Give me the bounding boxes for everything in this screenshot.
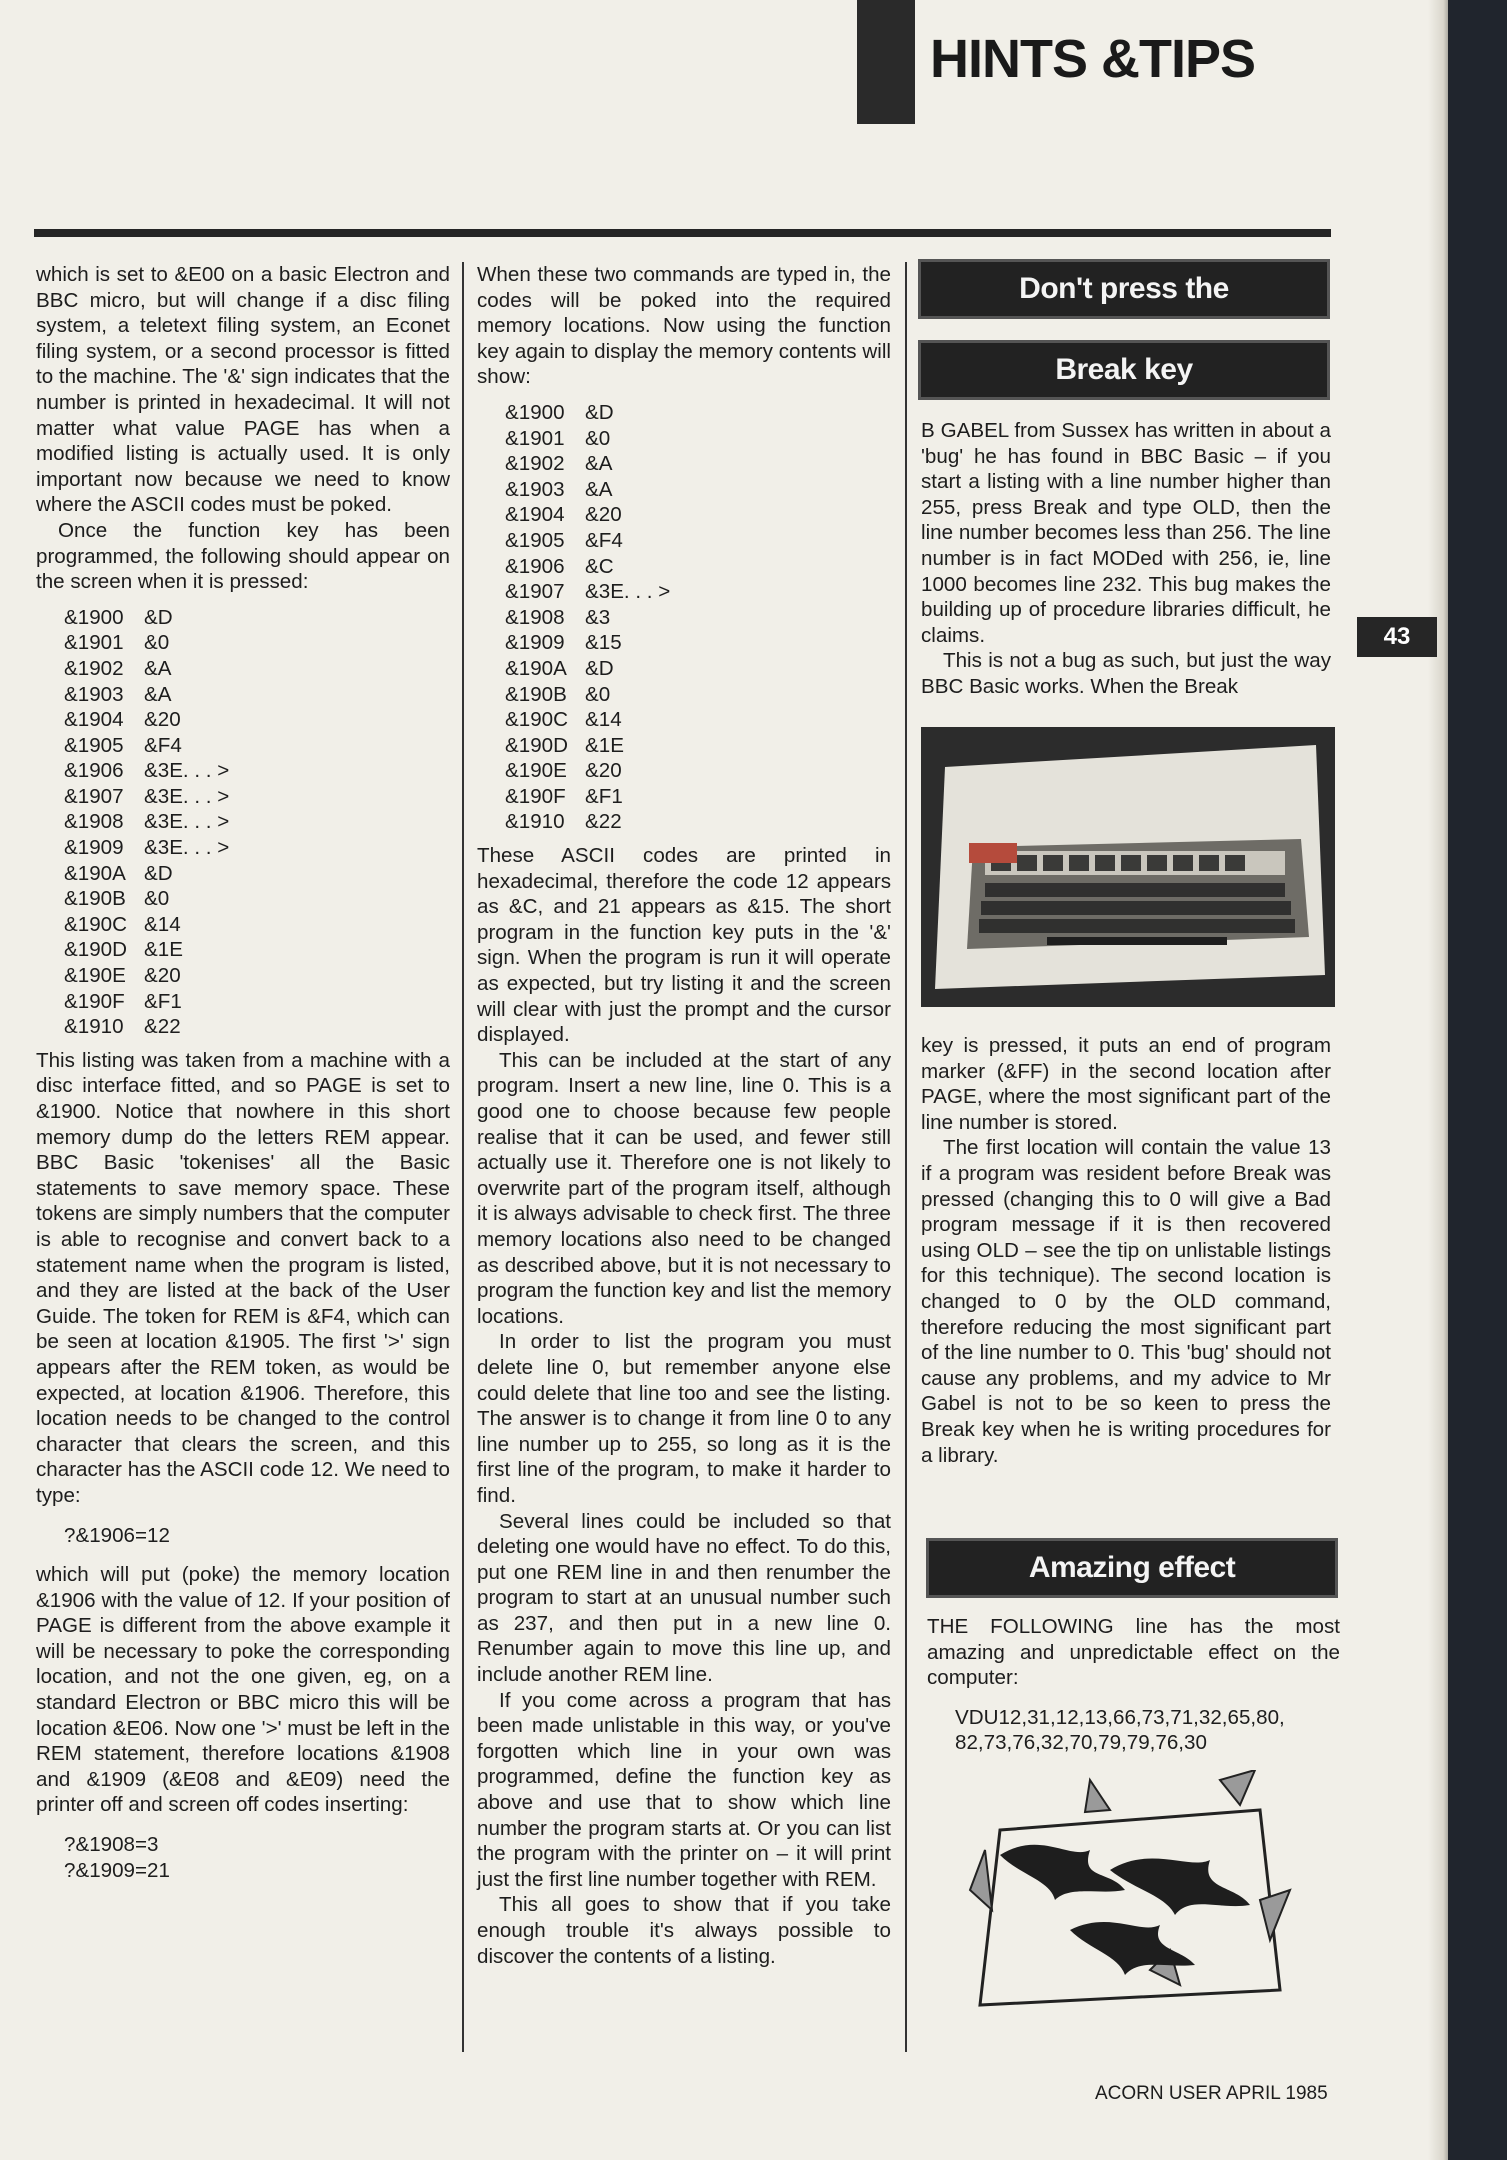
listing-row: &1907 &3E. . . >: [505, 580, 671, 604]
listing-row: &190A &D: [64, 861, 173, 885]
listing-row: &1904 &20: [64, 708, 181, 732]
code-block: [927, 1705, 1340, 1756]
paragraph: B GABEL from Sussex has written in about a 'bug' he has found in BBC Basic – if you start a listing with a line number higher than 255, press Break and type OLD, then the line number becomes less than 256. The line number is in fact MODed with 256, ie, line 1000 becomes line 232. This bug makes the building up of procedure libraries difficult, he claims.: [921, 419, 1331, 647]
listing-row: &1903 &A: [505, 477, 613, 501]
column-divider: [462, 262, 464, 2052]
column-3-bottom: [921, 1033, 1331, 1468]
listing-row: &1906 &C: [505, 554, 614, 578]
listing-row: &190C &14: [505, 708, 622, 732]
listing-row: &190B &0: [64, 887, 170, 911]
listing-row: &1908 &3E. . . >: [64, 810, 230, 834]
listing-row: &1909 &3E. . . >: [64, 836, 230, 860]
bat-icon: [960, 1770, 1300, 2010]
paragraph: which will put (poke) the memory location &1906 with the value of 12. If your position of PAGE is different from the above example it will be necessary to poke the corresponding location, and not the one given, eg, on a standard Electron or BBC micro this will be location &E06. Now one '>' must be left in the REM statement, therefore locations &1908 and &1909 (&E08 and &E09) need the printer off and screen off codes inserting:: [36, 1563, 450, 1817]
paragraph: THE FOLLOWING line has the most amazing and unpredictable effect on the computer:: [927, 1615, 1340, 1690]
column-3-top: [921, 418, 1331, 700]
page-number-tab: 43: [1357, 617, 1437, 657]
code-line: VDU12,31,12,13,66,73,71,32,65,80,: [955, 1705, 1285, 1729]
listing-row: &190A &D: [505, 656, 614, 680]
listing-row: &1905 &F4: [505, 528, 623, 552]
header-rule: [34, 229, 1331, 237]
code-line: ?&1909=21: [64, 1858, 170, 1882]
header-bar: [857, 0, 915, 124]
paragraph: The first location will contain the value 13 if a program was resident before Break was pressed (changing this to 0 will give a Bad program message if it is then recovered using OLD – see the tip on unlistable listings for this technique). The second location is changed to 0 by the OLD command, therefore reducing the most significant part of the line number to 0. This 'bug' should not cause any problems, and my advice to Mr Gabel is not to be so keen to press the Break key when he is writing procedures for a library.: [921, 1136, 1331, 1467]
heading-bar: Amazing effect: [926, 1538, 1338, 1598]
page-edge: [1448, 0, 1507, 2160]
listing-row: &190E &20: [64, 964, 181, 988]
bbc-micro-photo: [921, 727, 1335, 1007]
paragraph: When these two commands are typed in, the codes will be poked into the required memory locations. Now using the function key again to display the memory contents will show:: [477, 263, 891, 389]
listing-row: &1900 &D: [64, 605, 173, 629]
bats-illustration: [960, 1770, 1300, 2010]
listing-row: &1910 &22: [64, 1015, 181, 1039]
code-line: ?&1908=3: [64, 1833, 159, 1857]
heading-bar: Don't press the: [918, 259, 1330, 319]
paragraph: This listing was taken from a machine with a disc interface fitted, and so PAGE is set to &1900. Notice that nowhere in this short memory dump do the letters REM appear. BBC Basic 'tokenises' all the Basic statements to save memory space. These tokens are simply numbers that the computer is able to recognise and convert back to a statement name when the program is listed, and they are listed at the back of the User Guide. The token for REM is &F4, which can be seen at location &1905. The first '>' sign appears after the REM token, as would be expected, at location &1906. Therefore, this location needs to be changed to the control character that clears the screen, and this character has the ASCII code 12. We need to type:: [36, 1048, 450, 1507]
listing-row: &190F &F1: [64, 989, 182, 1013]
listing-row: &1901 &0: [64, 631, 170, 655]
footer-credit: ACORN USER APRIL 1985: [1095, 2083, 1328, 2104]
listing-row: &1902 &A: [64, 656, 172, 680]
column-2: [477, 262, 891, 1969]
page-curl: [1428, 0, 1450, 2160]
listing-row: &190D &1E: [505, 733, 624, 757]
listing-row: &190C &14: [64, 912, 181, 936]
paragraph: This can be included at the start of any program. Insert a new line, line 0. This is a good one to choose because few people realise that it can be used, and fewer still actually use it. Therefore one is not likely to overwrite part of the program itself, although it is always advisable to check first. The three memory locations also need to be changed as described above, but it is not necessary to program the function key and list the memory locations.: [477, 1048, 891, 1328]
section-title: HINTS &TIPS: [930, 29, 1256, 89]
paragraph: This is not a bug as such, but just the way BBC Basic works. When the Break: [921, 649, 1331, 698]
computer-illustration-icon: [921, 727, 1335, 1007]
listing-row: &1904 &20: [505, 503, 622, 527]
listing-row: &1902 &A: [505, 452, 613, 476]
memory-listing: [36, 605, 450, 1040]
paragraph: In order to list the program you must delete line 0, but remember anyone else could delete that line too and see the listing. The answer is to change it from line 0 to any line number up to 255, so long as it is the first line of the program, to make it harder to find.: [477, 1330, 891, 1507]
listing-row: &1905 &F4: [64, 733, 182, 757]
listing-row: &1906 &3E. . . >: [64, 759, 230, 783]
listing-row: &1900 &D: [505, 400, 614, 424]
listing-row: &190F &F1: [505, 784, 623, 808]
column-3-amazing: [927, 1614, 1340, 1756]
paragraph: This all goes to show that if you take enough trouble it's always possible to discover the contents of a listing.: [477, 1893, 891, 1968]
listing-row: &190D &1E: [64, 938, 183, 962]
listing-row: &190B &0: [505, 682, 611, 706]
listing-row: &1909 &15: [505, 631, 622, 655]
listing-row: &190E &20: [505, 759, 622, 783]
listing-row: &1903 &A: [64, 682, 172, 706]
code-line: ?&1906=12: [64, 1523, 170, 1547]
code-line: 82,73,76,32,70,79,79,76,30: [955, 1731, 1207, 1755]
listing-row: &1901 &0: [505, 426, 611, 450]
column-1: [36, 262, 450, 1897]
listing-row: &1910 &22: [505, 810, 622, 834]
listing-row: &1908 &3: [505, 605, 611, 629]
heading-bar: Break key: [918, 340, 1330, 400]
paragraph: key is pressed, it puts an end of program marker (&FF) in the second location after PAGE, where the most significant part of the line number is stored.: [921, 1034, 1331, 1134]
paragraph: Once the function key has been programmed, the following should appear on the screen when it is pressed:: [36, 518, 450, 594]
memory-listing: [477, 400, 891, 835]
paragraph: If you come across a program that has been made unlistable in this way, or you've forgotten which line in your own was programmed, define the function key as above and use that to show which line number the program starts at. Or you can list the program with the printer on – it will print just the first line number together with REM.: [477, 1688, 891, 1891]
listing-row: &1907 &3E. . . >: [64, 784, 230, 808]
column-divider: [905, 262, 907, 2052]
paragraph: These ASCII codes are printed in hexadecimal, therefore the code 12 appears as &C, and 21 appears as &15. The short program in the function key puts in the '&' sign. When the program is run it will operate as expected, but try listing it and the screen will clear with just the prompt and the cursor displayed.: [477, 844, 891, 1047]
paragraph: Several lines could be included so that deleting one would have no effect. To do this, put one REM line in and then renumber the program to start at an unusual number such as 237, and then put in a new line 0. Renumber again to move this line up, and include another REM line.: [477, 1509, 891, 1687]
paragraph: which is set to &E00 on a basic Electron and BBC micro, but will change if a disc filing system, a teletext filing system, an Econet filing system, or a second processor is fitted to the machine. The '&' sign indicates that the number is printed in hexadecimal. It will not matter what value PAGE has when a modified listing is actually used. It is only important now because we need to know where the ASCII codes must be poked.: [36, 263, 450, 517]
